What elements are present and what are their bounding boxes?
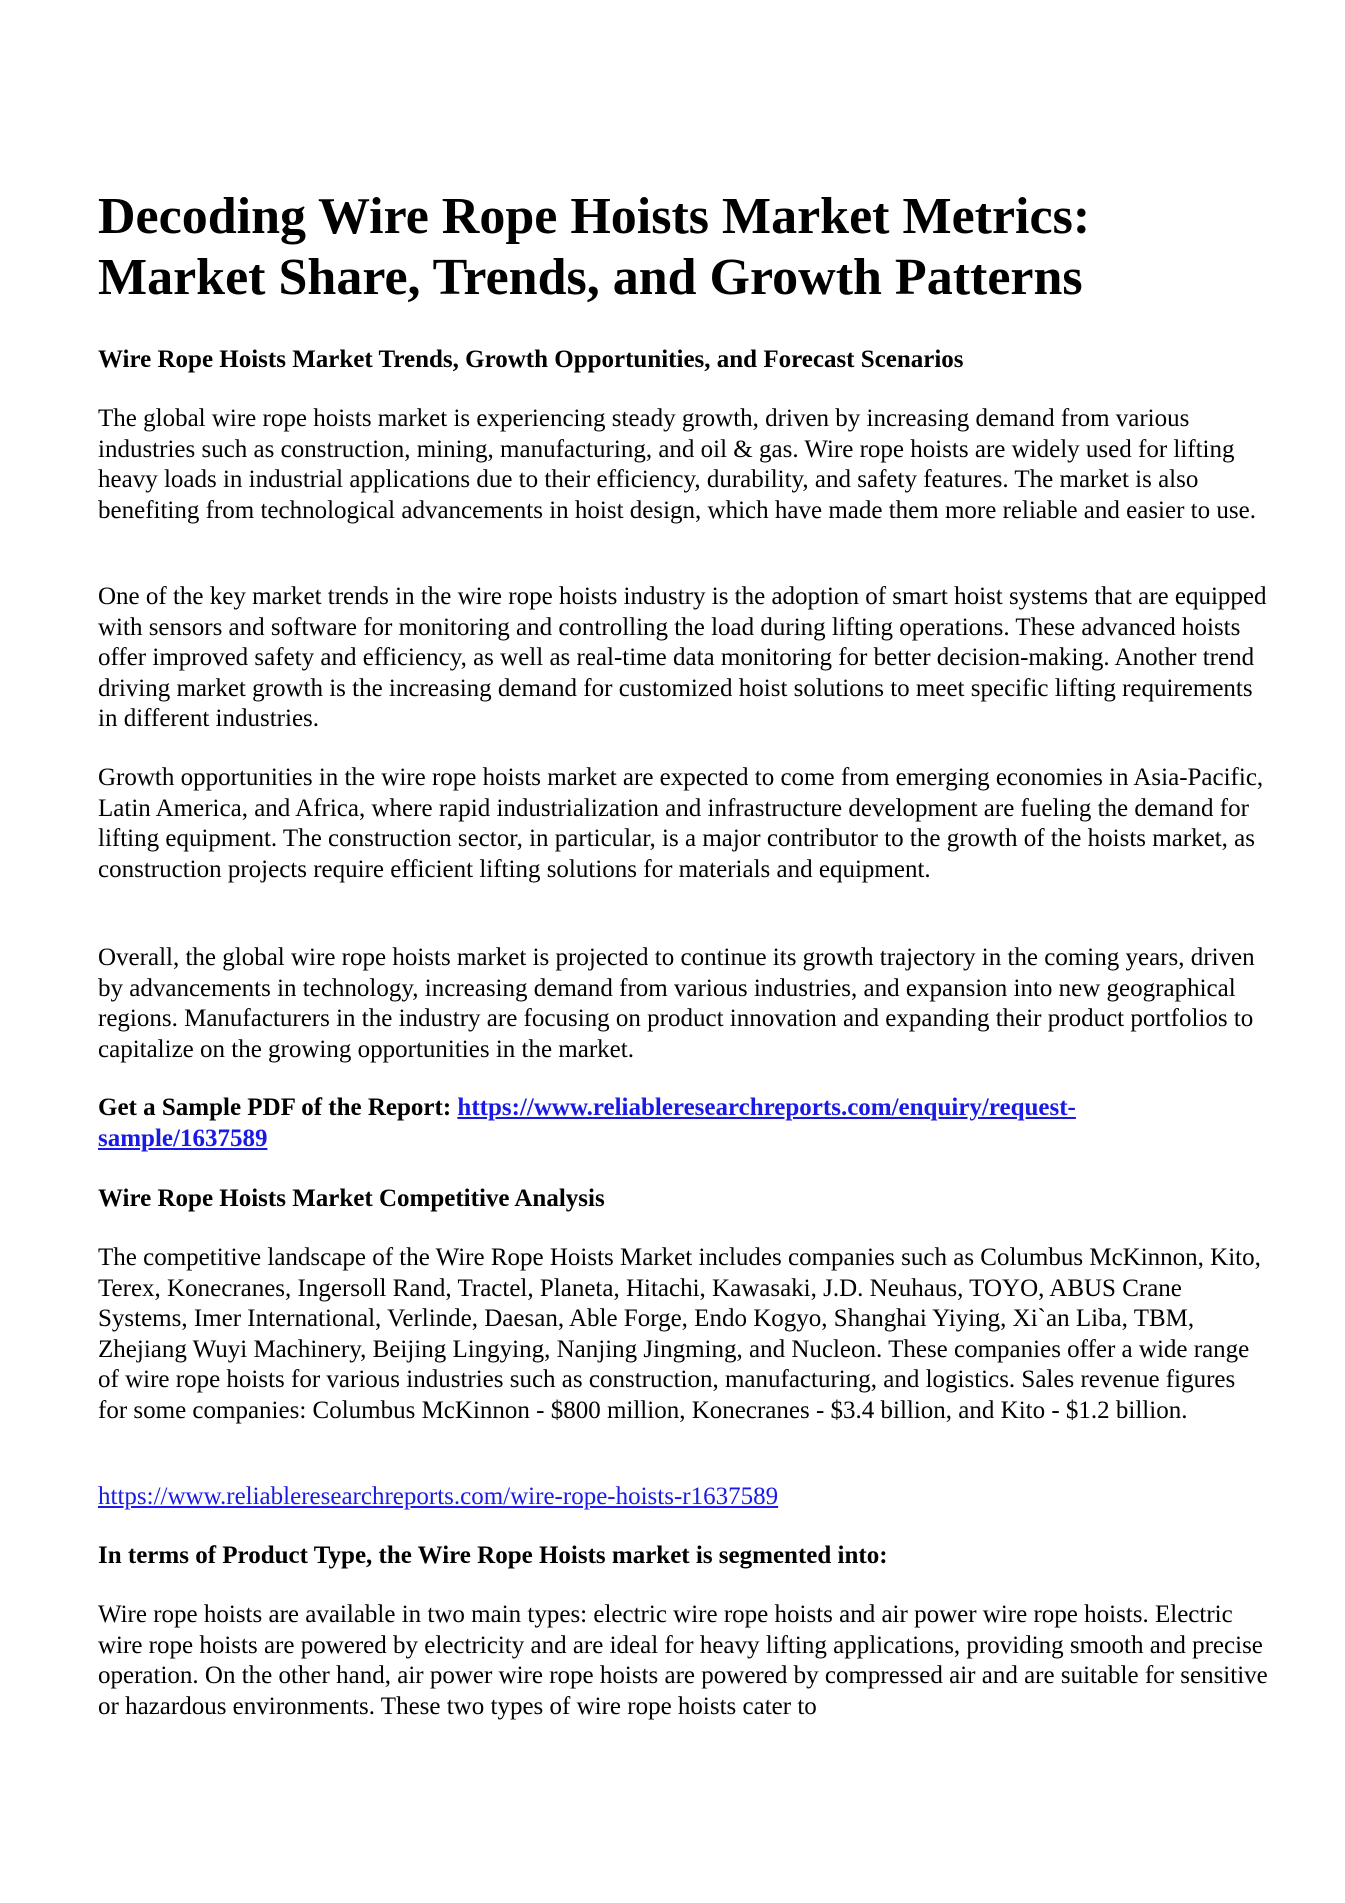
sample-pdf-line — [98, 1093, 1198, 1154]
paragraph-overall-outlook: Overall, the global wire rope hoists market is projected to continue its growth trajectory in the coming years, driven by advancements in technology, increasing demand from various industries, and expansion into new geographical regions. Manufacturers in the industry are focusing on product innovation and expanding their product portfolios to capitalize on the growing opportunities in the market. — [98, 944, 1255, 1063]
report-link[interactable]: https://www.reliableresearchreports.com/wire-rope-hoists-r1637589 — [98, 1483, 779, 1510]
paragraph-market-overview: The global wire rope hoists market is experiencing steady growth, driven by increasing demand from various industries such as construction, mining, manufacturing, and oil & gas. Wire rope hoists are widely used for lifting heavy loads in industrial applications due to their efficiency, durability, and safety features. The market is also benefiting from technological advancements in hoist design, which have made them more reliable and easier to use. — [98, 405, 1256, 524]
report-link-line — [98, 1482, 1268, 1513]
section-heading-competitive: Wire Rope Hoists Market Competitive Analysis — [98, 1185, 605, 1212]
paragraph-product-types: Wire rope hoists are available in two main types: electric wire rope hoists and air power wire rope hoists. Electric wire rope hoists are powered by electricity and are ideal for heavy lifting applications, providing smooth and precise operation. On the other hand, air power wire rope hoists are powered by compressed air and are suitable for sensitive or hazardous environments. These two types of wire rope hoists cater to — [98, 1601, 1268, 1720]
paragraph-competitive-landscape: The competitive landscape of the Wire Rope Hoists Market includes companies such as Columbus McKinnon, Kito, Terex, Konecranes, Ingersoll Rand, Tractel, Planeta, Hitachi, Kawasaki, J.D. Neuhaus, TOYO, ABUS Crane Systems, Imer International, Verlinde, Daesan, Able Forge, Endo Kogyo, Shanghai Yiying, Xi`an Liba, TBM, Zhejiang Wuyi Machinery, Beijing Lingying, Nanjing Jingming, and Nucleon. These companies offer a wide range of wire rope hoists for various industries such as construction, manufacturing, and logistics. Sales revenue figures for some companies: Columbus McKinnon - $800 million, Konecranes - $3.4 billion, and Kito - $1.2 billion. — [98, 1244, 1261, 1424]
section-heading-product-type: In terms of Product Type, the Wire Rope Hoists market is segmented into: — [98, 1542, 888, 1569]
document-title: Decoding Wire Rope Hoists Market Metrics: Market Share, Trends, and Growth Patterns — [98, 188, 1091, 306]
section-heading-trends: Wire Rope Hoists Market Trends, Growth Opportunities, and Forecast Scenarios — [98, 346, 964, 373]
sample-pdf-label: Get a Sample PDF of the Report: — [98, 1094, 458, 1121]
paragraph-key-trends: One of the key market trends in the wire rope hoists industry is the adoption of smart hoist systems that are equipped with sensors and software for monitoring and controlling the load during lifting operations. These advanced hoists offer improved safety and efficiency, as well as real-time data monitoring for better decision-making. Another trend driving market growth is the increasing demand for customized hoist solutions to meet specific lifting requirements in different industries. — [98, 583, 1267, 732]
paragraph-growth-opportunities: Growth opportunities in the wire rope hoists market are expected to come from emerging economies in Asia-Pacific, Latin America, and Africa, where rapid industrialization and infrastructure development are fueling the demand for lifting equipment. The construction sector, in particular, is a major contributor to the growth of the hoists market, as construction projects require efficient lifting solutions for materials and equipment. — [98, 764, 1264, 883]
sample-pdf-link[interactable]: https://www.reliableresearchreports.com/enquiry/request-sample/1637589 — [98, 1094, 1076, 1152]
